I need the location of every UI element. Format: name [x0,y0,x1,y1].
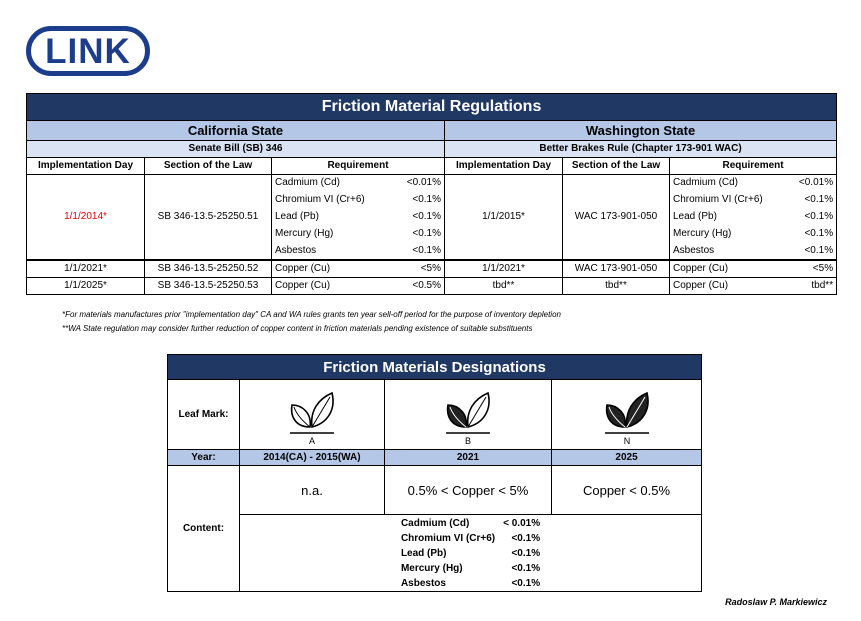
list-item [397,576,544,591]
substance-value: <0.1% [511,547,541,559]
wa-req-value: <0.1% [788,209,837,226]
designations-title: Friction Materials Designations [168,355,702,380]
ca-req-value: <0.1% [398,192,445,209]
substance-name: Asbestos [400,577,446,589]
logo-text: LINK [45,31,131,71]
leaf-letter-n: N [623,435,630,446]
wa-copper-name: Copper (Cu) [670,260,788,278]
ca-req-name: Chromium VI (Cr+6) [272,192,398,209]
table-row [27,260,837,278]
substance-list [397,516,544,591]
leaf-letter-b: B [464,435,472,446]
ca-col-implementation-day: Implementation Day [27,158,145,175]
california-state-header: California State [27,121,445,141]
leaf-mark-b [385,380,552,450]
ca-req-value: <0.1% [398,209,445,226]
ca-day-2014: 1/1/2014* [27,175,145,260]
content-a: n.a. [240,466,385,515]
substance-name: Mercury (Hg) [400,562,463,574]
wa-req-name: Asbestos [670,243,788,260]
wa-day-2021: 1/1/2021* [445,260,563,278]
list-item [397,546,544,561]
wa-req-name: Cadmium (Cd) [670,175,788,192]
ca-req-value: <0.1% [398,226,445,243]
author-signature: Radoslaw P. Markiewicz [725,597,827,607]
wa-copper-value: tbd** [788,277,837,294]
ca-copper-name: Copper (Cu) [272,260,398,278]
ca-col-section: Section of the Law [145,158,272,175]
link-logo [26,26,150,76]
ca-req-name: Cadmium (Cd) [272,175,398,192]
washington-law: Better Brakes Rule (Chapter 173-901 WAC) [445,141,837,158]
regulations-title: Friction Material Regulations [27,94,837,121]
wa-col-implementation-day: Implementation Day [445,158,563,175]
wa-req-name: Chromium VI (Cr+6) [670,192,788,209]
content-b: 0.5% < Copper < 5% [385,466,552,515]
california-law: Senate Bill (SB) 346 [27,141,445,158]
wa-req-name: Mercury (Hg) [670,226,788,243]
ca-copper-name: Copper (Cu) [272,277,398,294]
year-a: 2014(CA) - 2015(WA) [240,450,385,466]
year-n: 2025 [552,450,702,466]
wa-day-tbd: tbd** [445,277,563,294]
ca-req-name: Mercury (Hg) [272,226,398,243]
wa-section: WAC 173-901-050 [563,175,670,260]
wa-section-tbd: tbd** [563,277,670,294]
leaf-mark-a-icon [282,383,342,447]
wa-req-name: Lead (Pb) [670,209,788,226]
substance-value: <0.1% [511,577,541,589]
list-item [397,516,544,531]
footnote-wa-copper: **WA State regulation may consider further reduction of copper content in friction materials pending existence of suitable substituents [62,324,533,333]
content-label: Content: [168,466,240,592]
leaf-mark-b-icon [438,383,498,447]
ca-copper-value: <0.5% [398,277,445,294]
substance-name: Lead (Pb) [400,547,447,559]
substance-name: Chromium VI (Cr+6) [400,532,496,544]
regulations-table [26,93,837,295]
year-label: Year: [168,450,240,466]
content-n: Copper < 0.5% [552,466,702,515]
table-row [27,175,837,192]
substance-limits [240,515,702,592]
ca-day-2021: 1/1/2021* [27,260,145,278]
leaf-mark-n-icon [597,383,657,447]
washington-state-header: Washington State [445,121,837,141]
designations-table [167,354,702,592]
substance-value: < 0.01% [503,517,541,529]
table-row [27,277,837,294]
ca-col-requirement: Requirement [272,158,445,175]
wa-col-section: Section of the Law [563,158,670,175]
ca-copper-value: <5% [398,260,445,278]
ca-req-value: <0.1% [398,243,445,260]
leaf-mark-label: Leaf Mark: [168,380,240,450]
leaf-letter-a: A [308,435,316,446]
substance-name: Cadmium (Cd) [400,517,470,529]
substance-value: <0.1% [511,532,541,544]
ca-section-53: SB 346-13.5-25250.53 [145,277,272,294]
list-item [397,531,544,546]
wa-req-value: <0.1% [788,226,837,243]
ca-day-2025: 1/1/2025* [27,277,145,294]
ca-req-value: <0.01% [398,175,445,192]
leaf-mark-a [240,380,385,450]
wa-req-value: <0.01% [788,175,837,192]
leaf-mark-n [552,380,702,450]
ca-section-51: SB 346-13.5-25250.51 [145,175,272,260]
wa-col-requirement: Requirement [670,158,837,175]
wa-req-value: <0.1% [788,192,837,209]
substance-value: <0.1% [511,562,541,574]
wa-day-2015: 1/1/2015* [445,175,563,260]
footnote-sell-off: *For materials manufactures prior "implementation day" CA and WA rules grants ten year sell-off period for the purpose of inventory depletion [62,310,561,319]
wa-req-value: <0.1% [788,243,837,260]
wa-copper-name: Copper (Cu) [670,277,788,294]
ca-req-name: Asbestos [272,243,398,260]
list-item [397,561,544,576]
wa-section-2021: WAC 173-901-050 [563,260,670,278]
year-b: 2021 [385,450,552,466]
ca-section-52: SB 346-13.5-25250.52 [145,260,272,278]
ca-req-name: Lead (Pb) [272,209,398,226]
wa-copper-value: <5% [788,260,837,278]
